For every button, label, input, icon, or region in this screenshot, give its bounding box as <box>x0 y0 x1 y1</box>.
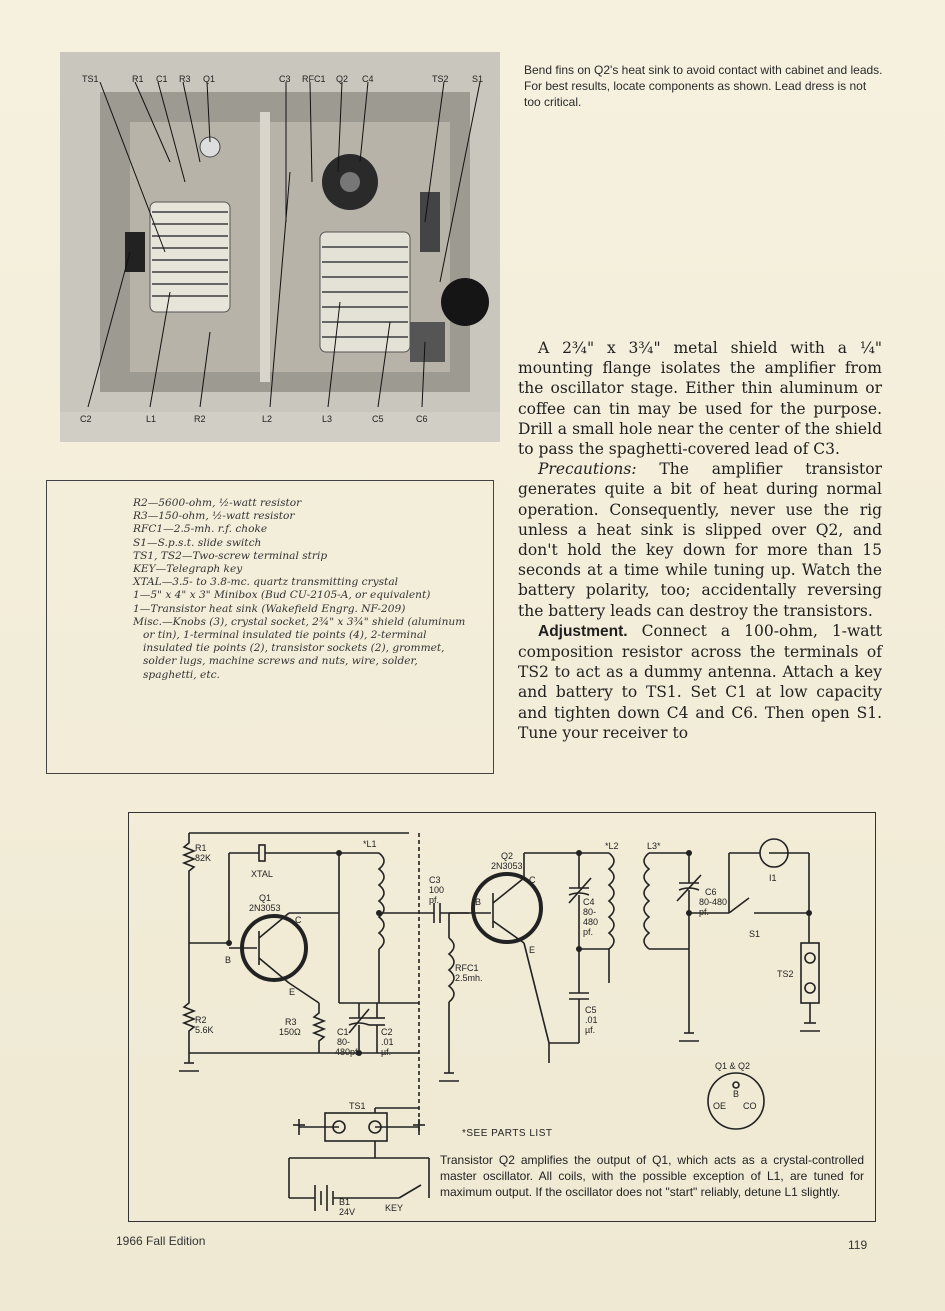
label-pin-b: B <box>733 1089 740 1099</box>
see-parts-list: *SEE PARTS LIST <box>462 1128 553 1139</box>
label-c1: C1 <box>337 1027 349 1037</box>
label-c4: C4 <box>583 897 595 907</box>
label-q2: Q2 <box>501 851 514 861</box>
label-q1-base: B <box>225 955 232 965</box>
label-xtal: XTAL <box>251 869 273 879</box>
chassis-illustration <box>60 52 500 442</box>
paragraph-precautions <box>518 459 882 621</box>
photo-label: R2 <box>194 414 206 424</box>
photo-label: C4 <box>362 74 374 84</box>
label-c1-v1: 80- <box>337 1037 351 1047</box>
photo-label: C3 <box>279 74 291 84</box>
text-precautions: The amplifier transistor generates quite a bit of heat during normal operation. Consequently, never use the rig unless a heat sink is slipped over Q2, and don't hold the key down for more than 15 seconds at a time while tuning up. Watch the battery polarity, too; accidentally reversing the battery leads can destroy the transistors. <box>518 460 882 620</box>
label-l3: L3* <box>647 841 661 851</box>
schematic-caption: Transistor Q2 amplifies the output of Q1, which acts as a crystal-controlled master oscillator. All coils, with the possible exception of L1, are tuned for maximum output. If the oscillator does not "start" reliably, detune L1 slightly. <box>440 1153 864 1199</box>
label-rfc1: RFC1 <box>455 963 479 973</box>
label-rfc1-value: 2.5mh. <box>455 973 483 983</box>
label-b1: B1 <box>339 1197 351 1207</box>
label-r1-value: 82K <box>195 853 212 863</box>
label-pin-c: CO <box>743 1101 757 1111</box>
parts-list-item: 1—5" x 4" x 3" Minibox (Bud CU-2105-A, or equivalent) <box>133 589 431 602</box>
parts-list-item: 1—Transistor heat sink (Wakefield Engrg. NF-209) <box>133 602 406 615</box>
label-r1: R1 <box>195 843 207 853</box>
label-q2-emitter: E <box>529 945 536 955</box>
parts-list-item: R3—150-ohm, ½-watt resistor <box>133 510 295 523</box>
label-l1: *L1 <box>363 839 377 849</box>
heading-precautions: Precautions: <box>538 460 637 479</box>
photo-label: C1 <box>156 74 168 84</box>
label-c4-v1: 80- <box>583 907 597 917</box>
label-r3: R3 <box>285 1017 297 1027</box>
parts-list-item: RFC1—2.5-mh. r.f. choke <box>133 523 268 536</box>
label-ts1: TS1 <box>349 1101 366 1111</box>
paragraph-shield: A 2¾" x 3¾" metal shield with a ¼" mounting flange isolates the amplifier from the oscillator stage. Either thin aluminum or coffee can tin may be used for the purpose. Drill a small hole near the center of the shield to pass the spaghetti-covered lead of C3. <box>518 339 882 459</box>
label-key: KEY <box>385 1203 404 1213</box>
article-column <box>518 338 882 743</box>
label-l2: *L2 <box>605 841 619 851</box>
label-c2-v1: .01 <box>381 1037 394 1047</box>
photo-label: S1 <box>472 74 484 84</box>
parts-list <box>133 497 473 682</box>
label-s1: S1 <box>749 929 761 939</box>
label-c5: C5 <box>585 1005 597 1015</box>
photo-label: C5 <box>372 414 384 424</box>
text-adjustment: Connect a 100-ohm, 1-watt composition resistor across the terminals of TS2 to act as a dummy antenna. Attach a key and battery to TS1. Set C1 at low capacity and tighten down C4 and C6. Then open S1. Tune your receiver to <box>518 621 882 742</box>
label-c1-v2: 480pf. <box>335 1047 361 1057</box>
label-q2-base: B <box>475 897 482 907</box>
label-c4-v3: pf. <box>583 927 594 937</box>
label-q1-type: 2N3053 <box>249 903 281 913</box>
photo-label: L2 <box>262 414 273 424</box>
parts-list-item: R2—5600-ohm, ½-watt resistor <box>133 497 302 509</box>
label-q2-type: 2N3053 <box>491 861 523 871</box>
label-c3-v2: pf. <box>429 895 440 905</box>
label-c5-v1: .01 <box>585 1015 598 1025</box>
label-c5-v2: µf. <box>585 1025 596 1035</box>
label-ts2: TS2 <box>777 969 794 979</box>
photo-label: L3 <box>322 414 333 424</box>
edition-footer: 1966 Fall Edition <box>116 1234 206 1248</box>
label-c6-v1: 80-480 <box>699 897 728 907</box>
label-c2-v2: µf. <box>381 1047 392 1057</box>
page-number: 119 <box>848 1238 868 1252</box>
parts-list-item: KEY—Telegraph key <box>133 563 243 576</box>
label-c2: C2 <box>381 1027 393 1037</box>
photo-label: TS1 <box>82 74 99 84</box>
label-b1-voltage: 24V <box>339 1207 356 1217</box>
photo-caption: Bend fins on Q2's heat sink to avoid contact with cabinet and leads. For best results, locate components as shown. Lead dress is not too critical. <box>524 63 883 109</box>
label-c6-v2: pf. <box>699 907 710 917</box>
label-q2-collector: C <box>529 875 536 885</box>
parts-list-item: Misc.—Knobs (3), crystal socket, 2¾" x 3¾" shield (aluminum or tin), 1-terminal insulated tie points (4), 2-terminal insulated tie points (2), transistor sockets (2), grommet, solder lugs, machine screws and nuts, wire, solder, spaghetti, etc. <box>133 615 466 681</box>
parts-list-item: S1—S.p.s.t. slide switch <box>133 536 262 549</box>
photo-label: R1 <box>132 74 144 84</box>
parts-list-item: XTAL—3.5- to 3.8-mc. quartz transmitting crystal <box>133 576 399 589</box>
chassis-photo <box>60 52 500 442</box>
label-c3: C3 <box>429 875 441 885</box>
label-c4-v2: 480 <box>583 917 599 927</box>
parts-list-box <box>46 480 494 774</box>
photo-label: Q1 <box>203 74 216 84</box>
parts-list-item: TS1, TS2—Two-screw terminal strip <box>133 549 328 562</box>
label-r2: R2 <box>195 1015 207 1025</box>
photo-label: TS2 <box>432 74 449 84</box>
label-q1-collector: C <box>295 915 302 925</box>
photo-label: L1 <box>146 414 157 424</box>
photo-label: C6 <box>416 414 428 424</box>
photo-label: RFC1 <box>302 74 326 84</box>
label-q1: Q1 <box>259 893 272 903</box>
label-i1: I1 <box>769 873 777 883</box>
heading-adjustment: Adjustment. <box>538 622 628 640</box>
photo-label: Q2 <box>336 74 349 84</box>
paragraph-adjustment <box>518 621 882 743</box>
photo-label: R3 <box>179 74 191 84</box>
label-c3-v1: 100 <box>429 885 445 895</box>
label-pin-e: OE <box>713 1101 727 1111</box>
label-c6: C6 <box>705 887 717 897</box>
label-r2-value: 5.6K <box>195 1025 214 1035</box>
label-r3-value: 150Ω <box>279 1027 301 1037</box>
label-pinout: Q1 & Q2 <box>715 1061 751 1071</box>
photo-label: C2 <box>80 414 92 424</box>
label-q1-emitter: E <box>289 987 296 997</box>
